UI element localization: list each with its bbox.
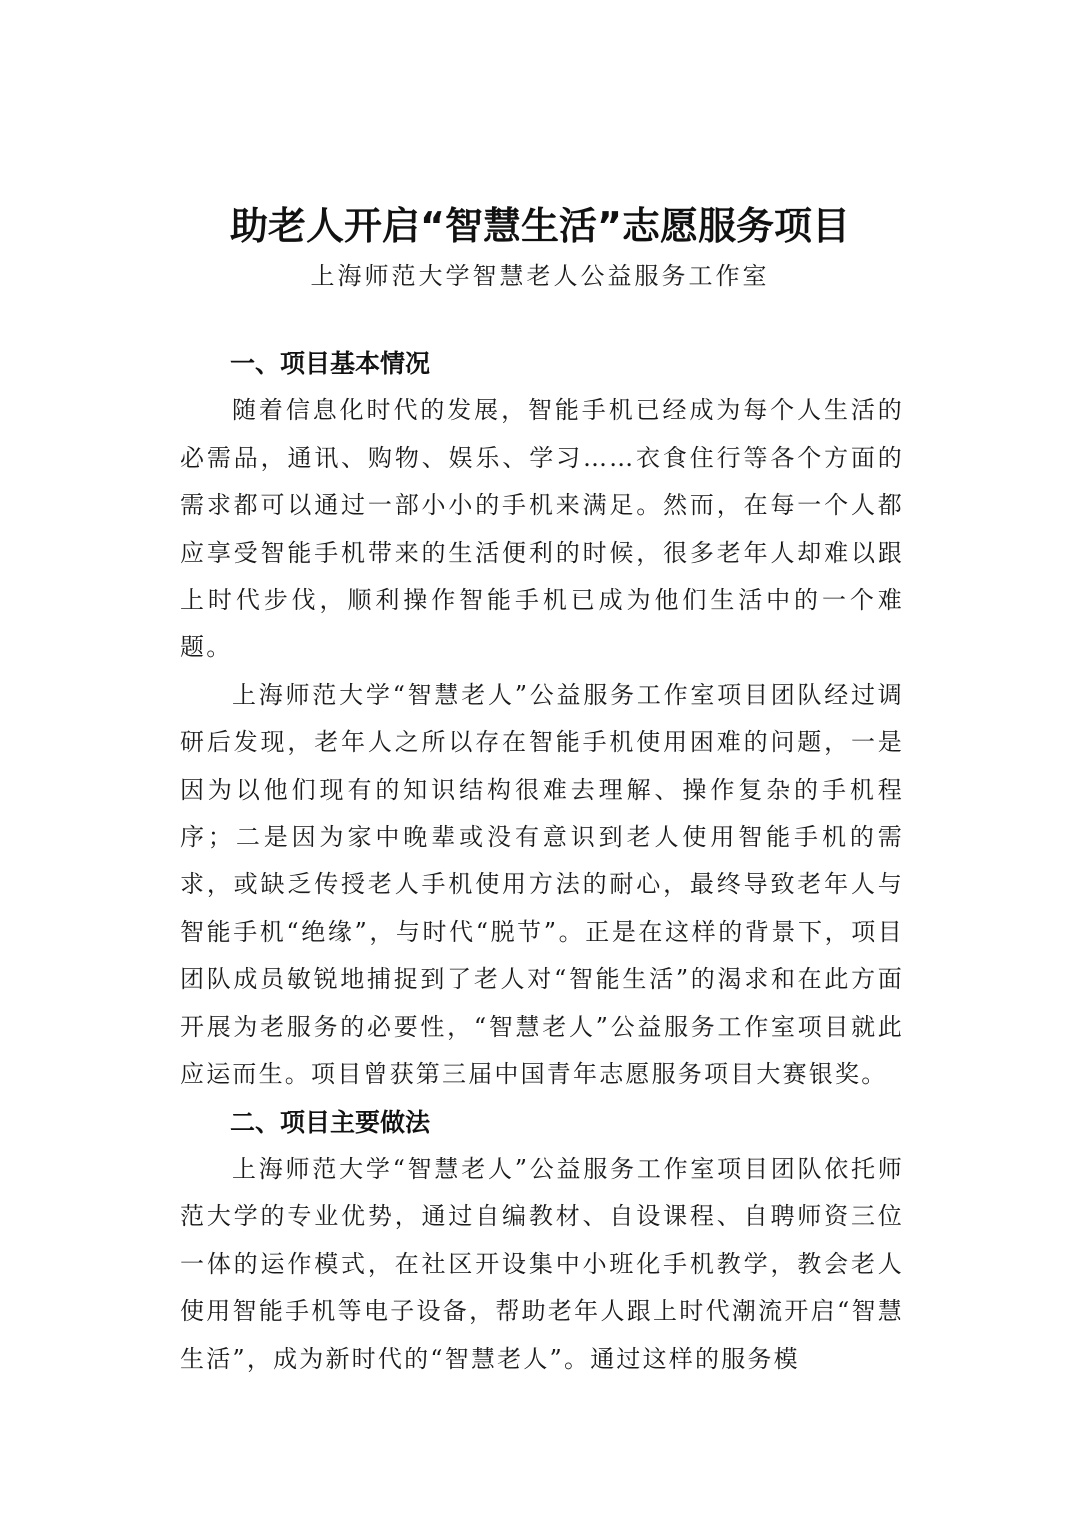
paragraph: 上海师范大学“智慧老人”公益服务工作室项目团队经过调研后发现，老年人之所以存在智能手机使用困难的问题，一是因为以他们现有的知识结构很难去理解、操作复杂的手机程序；二是因为家中晚辈或没有意识到老人使用智能手机的需求，或缺乏传授老人手机使用方法的耐心，最终导致老年人与智能手机“绝缘”，与时代“脱节”。正是在这样的背景下，项目团队成员敏锐地捕捉到了老人对“智能生活”的渴求和在此方面开展为老服务的必要性，“智慧老人”公益服务工作室项目就此应运而生。项目曾获第三届中国青年志愿服务项目大赛银奖。 [180, 680, 904, 1089]
section-heading-basic-info: 一、项目基本情况 [230, 349, 431, 378]
paragraph: 随着信息化时代的发展，智能手机已经成为每个人生活的必需品，通讯、购物、娱乐、学习……衣食住行等各个方面的需求都可以通过一部小小的手机来满足。然而，在每一个人都应享受智能手机带来的生活便利的时候，很多老年人却难以跟上时代步伐，顺利操作智能手机已成为他们生活中的一个难题。 [180, 396, 904, 662]
paragraph: 上海师范大学“智慧老人”公益服务工作室项目团队依托师范大学的专业优势，通过自编教材、自设课程、自聘师资三位一体的运作模式，在社区开设集中小班化手机教学，教会老人使用智能手机等电子设备，帮助老年人跟上时代潮流开启“智慧生活”，成为新时代的“智慧老人”。通过这样的服务模 [180, 1154, 904, 1373]
section-heading-main-practices: 二、项目主要做法 [230, 1107, 431, 1137]
document-body [180, 340, 904, 1383]
document-subtitle: 上海师范大学智慧老人公益服务工作室 [310, 262, 770, 290]
document-title: 助老人开启“智慧生活”志愿服务项目 [230, 204, 850, 248]
